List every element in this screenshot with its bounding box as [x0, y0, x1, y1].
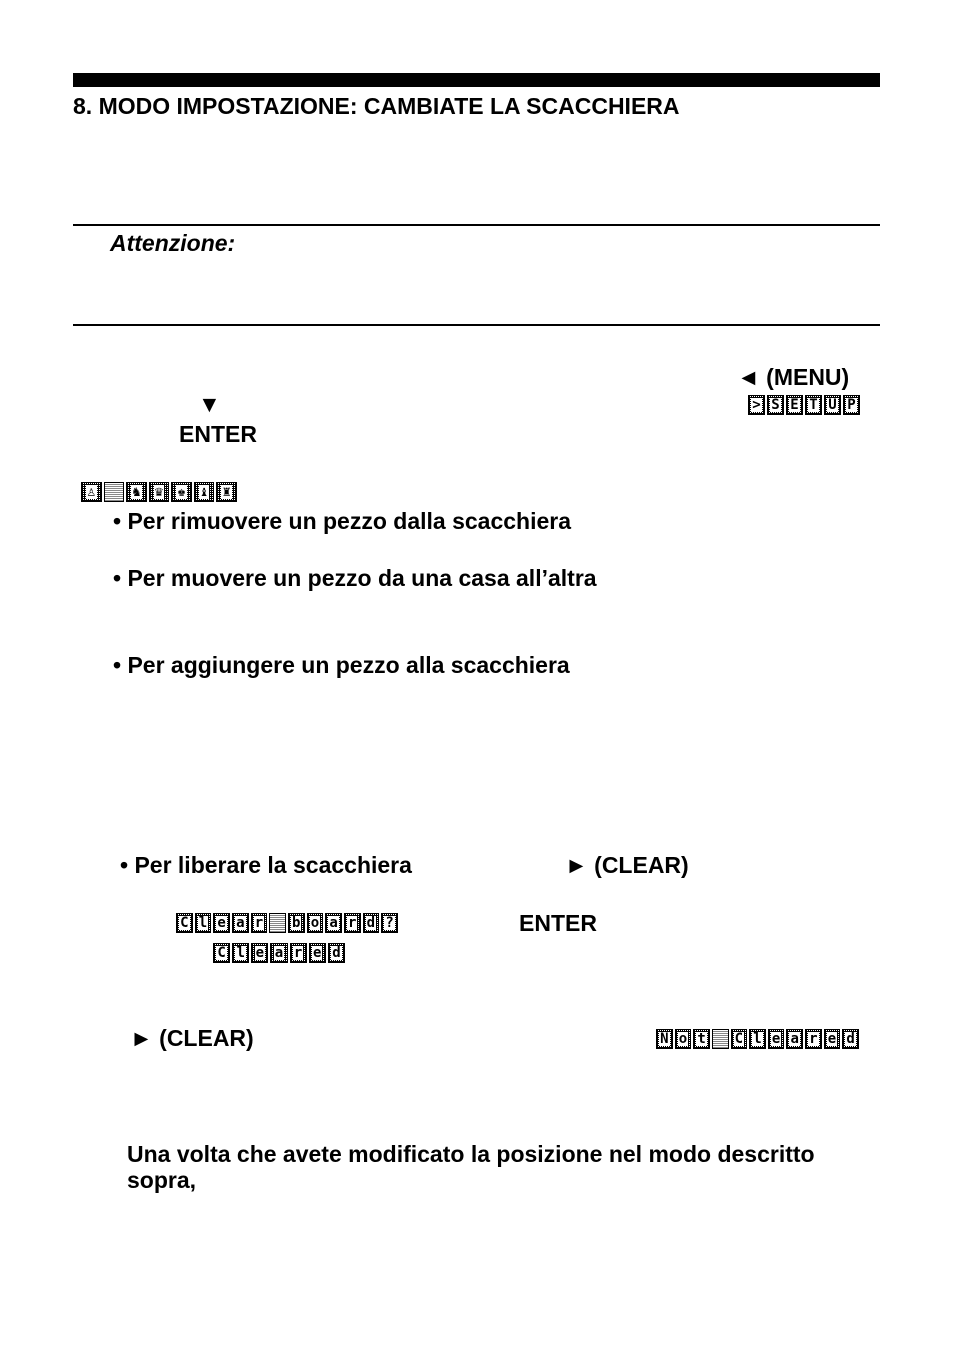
lcd-character: r	[251, 913, 268, 933]
lcd-character	[104, 482, 125, 502]
lcd-character: ?	[381, 913, 398, 933]
lcd-character: e	[251, 943, 268, 963]
lcd-cleared-display	[213, 943, 345, 963]
clear-key-label-2: ► (CLEAR)	[130, 1025, 254, 1051]
down-arrow-icon: ▼	[198, 391, 221, 417]
enter-key-label-2: ENTER	[519, 910, 597, 936]
lcd-character: ♛	[149, 482, 170, 502]
lcd-clear-board-display	[176, 913, 398, 933]
section-title: 8. MODO IMPOSTAZIONE: CAMBIATE LA SCACCHIERA	[73, 93, 680, 119]
lcd-edit-display	[81, 482, 237, 502]
lcd-character: N	[656, 1029, 673, 1049]
lcd-character: r	[344, 913, 361, 933]
attention-top-rule	[73, 224, 880, 226]
lcd-character: t	[693, 1029, 710, 1049]
lcd-not-cleared-display	[656, 1029, 859, 1049]
lcd-character: E	[786, 395, 803, 415]
lcd-character: e	[213, 913, 230, 933]
lcd-character: a	[270, 943, 287, 963]
lcd-character: r	[290, 943, 307, 963]
lcd-character: e	[309, 943, 326, 963]
lcd-character: o	[675, 1029, 692, 1049]
lcd-character: d	[328, 943, 345, 963]
lcd-character: r	[805, 1029, 822, 1049]
bullet-clear-board: • Per liberare la scacchiera	[120, 852, 412, 878]
menu-key-label: ◄ (MENU)	[737, 364, 850, 390]
lcd-character: >	[748, 395, 765, 415]
lcd-character: P	[843, 395, 860, 415]
bullet-remove-piece: • Per rimuovere un pezzo dalla scacchiera	[113, 508, 572, 534]
lcd-character: e	[768, 1029, 785, 1049]
lcd-character: d	[363, 913, 380, 933]
lcd-character: S	[767, 395, 784, 415]
lcd-character: l	[749, 1029, 766, 1049]
lcd-character	[712, 1029, 729, 1049]
lcd-character: d	[842, 1029, 859, 1049]
lcd-character: C	[176, 913, 193, 933]
lcd-setup-display	[748, 395, 860, 415]
final-paragraph: Una volta che avete modificato la posizione nel modo descritto sopra,	[127, 1141, 815, 1193]
enter-key-label: ENTER	[179, 421, 257, 447]
lcd-character: l	[232, 943, 249, 963]
lcd-character: o	[307, 913, 324, 933]
bullet-move-piece: • Per muovere un pezzo da una casa all’altra	[113, 565, 597, 591]
lcd-character: T	[805, 395, 822, 415]
lcd-character	[269, 913, 286, 933]
lcd-character: ♞	[126, 482, 147, 502]
lcd-character: a	[786, 1029, 803, 1049]
attention-bottom-rule	[73, 324, 880, 326]
lcd-character: ♜	[216, 482, 237, 502]
attention-label: Attenzione:	[110, 230, 236, 256]
lcd-character: C	[213, 943, 230, 963]
lcd-character: ♝	[194, 482, 215, 502]
lcd-character: b	[288, 913, 305, 933]
lcd-character: a	[232, 913, 249, 933]
bullet-add-piece: • Per aggiungere un pezzo alla scacchiera	[113, 652, 570, 678]
lcd-character: l	[195, 913, 212, 933]
lcd-character: ♙	[81, 482, 102, 502]
clear-key-label: ► (CLEAR)	[565, 852, 689, 878]
lcd-character: U	[824, 395, 841, 415]
lcd-character: ♚	[171, 482, 192, 502]
section-top-bar	[73, 73, 880, 87]
lcd-character: e	[824, 1029, 841, 1049]
lcd-character: C	[731, 1029, 748, 1049]
lcd-character: a	[325, 913, 342, 933]
